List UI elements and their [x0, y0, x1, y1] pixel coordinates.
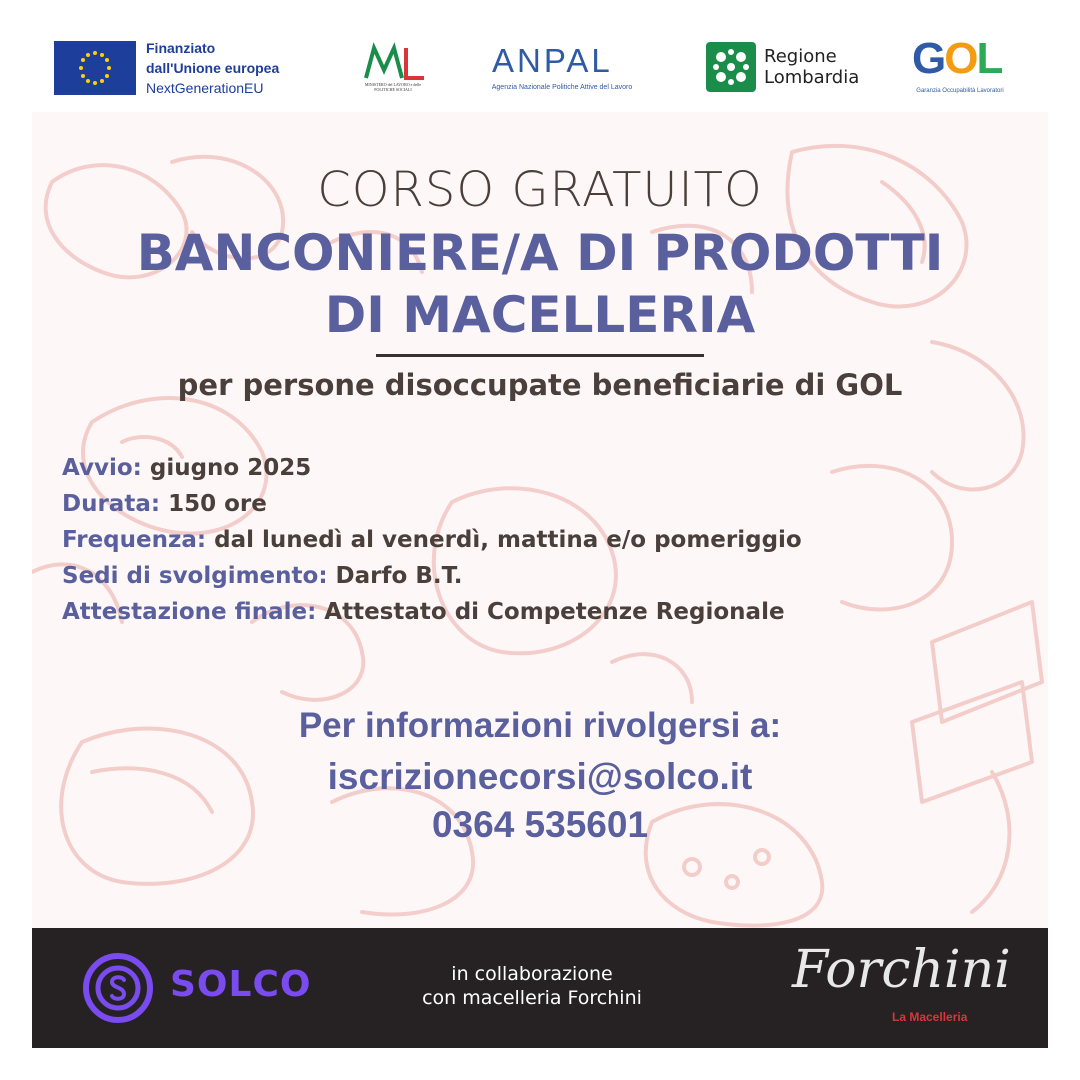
collab-line-2: con macelleria Forchini — [422, 987, 642, 1009]
collab-line-1: in collaborazione — [451, 963, 613, 985]
solco-wordmark: SOLCO — [170, 964, 312, 1005]
rosa-camuna-icon — [706, 42, 756, 92]
detail-value: dal lunedì al venerdì, mattina e/o pomeriggio — [214, 527, 802, 553]
gol-wordmark — [912, 34, 1001, 84]
contact-intro: Per informazioni rivolgersi a: — [298, 706, 782, 745]
forchini-script-signature: Forchini — [792, 940, 1011, 1000]
course-title-line-1: BANCONIERE/A DI PRODOTTI — [136, 224, 944, 282]
detail-label: Avvio: — [62, 455, 142, 481]
ministero-lavoro-logo — [358, 42, 428, 96]
detail-label: Durata: — [62, 491, 161, 517]
detail-start — [62, 450, 802, 486]
detail-label: Sedi di svolgimento: — [62, 563, 328, 589]
anpal-logo — [482, 42, 642, 98]
eu-line-3: NextGenerationEU — [146, 80, 264, 96]
regione-line-2: Lombardia — [764, 67, 860, 88]
partner-logo-bar — [32, 32, 1048, 112]
anpal-wordmark: ANPAL — [492, 42, 613, 79]
flyer-card — [32, 32, 1048, 1048]
course-details — [62, 450, 802, 630]
regione-lombardia-text — [764, 46, 859, 88]
detail-certificate — [62, 594, 802, 630]
footer-bar — [32, 928, 1048, 1048]
course-title-line-2: DI MACELLERIA — [324, 286, 756, 344]
detail-location — [62, 558, 802, 594]
detail-value: 150 ore — [168, 491, 267, 517]
solco-logo-icon — [82, 952, 154, 1024]
regione-lombardia-logo — [706, 42, 886, 96]
eu-flag-icon — [54, 41, 136, 95]
course-free-heading: CORSO GRATUITO — [317, 162, 763, 218]
gol-letter-o: O — [944, 34, 977, 83]
detail-frequency — [62, 522, 802, 558]
eu-line-2: dall'Unione europea — [146, 60, 280, 76]
detail-value: Attestato di Competenze Regionale — [324, 599, 785, 625]
gol-logo — [912, 34, 1008, 100]
title-divider — [376, 354, 704, 357]
anpal-subtitle: Agenzia Nazionale Politiche Attive del Lavoro — [491, 84, 633, 91]
contact-phone-link[interactable]: 0364 535601 — [431, 804, 649, 845]
forchini-subtitle: La Macelleria — [892, 1010, 968, 1024]
eu-funding-text — [146, 38, 279, 98]
gol-letter-g: G — [912, 34, 945, 83]
course-title — [32, 222, 1048, 346]
regione-line-1: Regione — [764, 46, 837, 67]
collaboration-text — [372, 962, 692, 1010]
forchini-logo — [792, 934, 1011, 1042]
contact-email-link[interactable]: iscrizionecorsi@solco.it — [327, 756, 753, 797]
ministero-small-text: MINISTERO del LAVORO e delle POLITICHE SOCIALI — [364, 82, 422, 92]
gol-letter-l: L — [976, 34, 1002, 83]
detail-value: giugno 2025 — [149, 455, 312, 481]
detail-duration — [62, 486, 802, 522]
course-subtitle: per persone disoccupate beneficiarie di GOL — [177, 368, 903, 402]
gol-subtitle: Garanzia Occupabilità Lavoratori — [916, 88, 1004, 94]
detail-value: Darfo B.T. — [335, 563, 463, 589]
detail-label: Attestazione finale: — [62, 599, 317, 625]
eu-line-1: Finanziato — [146, 40, 216, 56]
detail-label: Frequenza: — [62, 527, 207, 553]
